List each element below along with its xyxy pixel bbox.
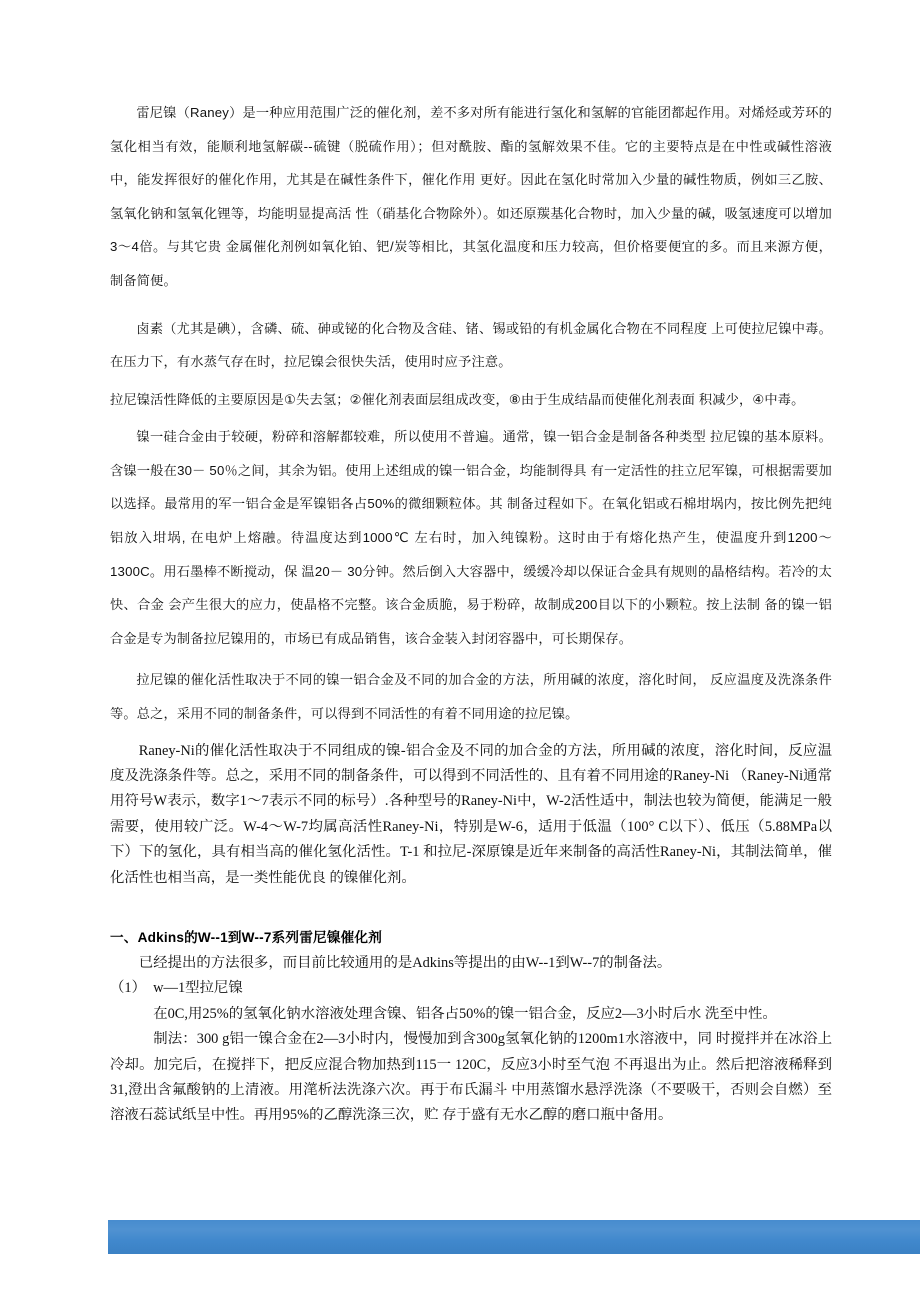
- spacer: [110, 298, 832, 312]
- paragraph-alloy-preparation: 镍一硅合金由于较硬，粉碎和溶解都较难，所以使用不普遍。通常，镍一铝合金是制备各种类型 拉尼镍的基本原料。含镍一般在30－ 50％之间，其余为铝。使用上述组成的镍一铝合金，均能制得具 有一定活性的拄立尼军镍，可根据需要加以选择。最常用的军一铝合金是军镍铝各占50%的微细颗粒体。其 制备过程如下。在氧化铝或石棉坩埚内，按比例先把纯铝放入坩埚, 在电炉上熔融。待温度达到1000℃ 左右时，加入纯镍粉。这时由于有熔化热产生，使温度升到1200～1300C。用石墨棒不断搅动，保 温20－ 30分钟。然后倒入大容器中，缓缓冷却以保证合金具有规则的晶格结构。若冷的太快、合金 会产生很大的应力，使晶格不完整。该合金质脆，易于粉碎，故制成200目以下的小颗粒。按上法制 备的镍一铝合金是专为制备拉尼镍用的，市场已有成品销售，该合金装入封闭容器中，可长期保存。: [110, 429, 832, 646]
- footer-bar-inner: [108, 1220, 920, 1254]
- section-heading-adkins: 一、Adkins的W--1到W--7系列雷尼镍催化剂: [110, 930, 382, 946]
- paragraph-deactivation: 拉尼镍活性降低的主要原因是①失去氢；②催化剂表面层组成改变，⑧由于生成结晶而使催化剂表面 积减少，④中毒。: [110, 391, 805, 407]
- activity-factors-block: [110, 663, 832, 730]
- spacer: [110, 379, 832, 387]
- alloy-preparation-block: [110, 420, 832, 655]
- spacer: [110, 731, 832, 739]
- spacer: [110, 655, 832, 663]
- adkins-intro-block: [110, 951, 832, 1129]
- poisoning-block: [110, 312, 832, 379]
- document-body: [110, 96, 832, 1129]
- paragraph-raney-ni-grades: Raney-Ni的催化活性取决于不同组成的镍-铝合金及不同的加合金的方法，所用碱的浓度，溶化时间，反应温度及洗涤条件等。总之，采用不同的制备条件，可以得到不同活性的、且有着不同用途的Raney-Ni （Raney-Ni通常用符号W表示，数字1～7表示不同的标号）.各种型号的Raney-Ni中，W-2活性适中，制法也较为简便，能满足一般需要，使用较广泛。W-4～W-7均属高活性Raney-Ni，特别是W-6，适用于低温（100° C以下）、低压（5.88MPa以下）下的氢化，具有相当高的催化氢化活性。T-1 和拉尼-深原镍是近年来制备的高活性Raney-Ni，其制法简单，催化活性也相当高，是一类性能优良 的镍催化剂。: [110, 742, 832, 886]
- intro-block: [110, 96, 832, 298]
- paragraph-poisoning: 卤素（尤其是碘），含磷、硫、砷或铋的化合物及含硅、锗、锡或铅的有机金属化合物在不同程度 上可使拉尼镍中毒。在压力下，有水蒸气存在时，拉尼镍会很快失活，使用时应予注意。: [110, 320, 832, 370]
- paragraph-intro-1: 雷尼镍（Raney）是一种应用范围广泛的催化剂，差不多对所有能进行氢化和氢解的官能团都起作用。对烯烃或芳环的氢化相当有效，能顺利地氢解碳--硫键（脱硫作用）；但对酰胺、酯的氢解效果不佳。它的主要特点是在中性或碱性溶液中，能发挥很好的催化作用，尤其是在碱性条件下，催化作用 更好。因此在氢化时常加入少量的碱性物质，例如三乙胺、氢氧化钠和氢氧化锂等，均能明显提高活 性（硝基化合物除外）。如还原羰基化合物时，加入少量的碱，吸氢速度可以增加3～4倍。与其它贵 金属催化剂例如氧化铂、钯/炭等相比，其氢化温度和压力较高，但价格要便宜的多。而且来源方便， 制备简便。: [110, 105, 832, 288]
- spacer: [110, 891, 832, 925]
- paragraph-w1-overview: 在0C,用25%的氢氧化钠水溶液处理含镍、铝各占50%的镍一铝合金，反应2—3小时后水 洗至中性。: [153, 1005, 777, 1022]
- footer-decorative-bar: [108, 1220, 920, 1254]
- paragraph-w1-procedure: 制法：300 g铝一镍合金在2—3小时内，慢慢加到含300g氢氧化钠的1200m1水溶液中，同 时搅拌并在冰浴上冷却。加完后，在搅拌下，把反应混合物加热到115一 120C，反应3小时至气泡 不再退出为止。然后把溶液稀释到31,澄出含氟酸钠的上清液。用滗析法洗涤六次。再于布氏漏斗 中用蒸馏水悬浮洗涤（不要吸干，否则会自燃）至溶液石蕊试纸呈中性。再用95%的乙醇洗涤三次，贮 存于盛有无水乙醇的磨口瓶中备用。: [110, 1031, 832, 1124]
- paragraph-activity-factors: 拉尼镍的催化活性取决于不同的镍一铝合金及不同的加合金的方法，所用碱的浓度，溶化时间， 反应温度及洗涤条件等。总之，采用不同的制备条件，可以得到不同活性的有着不同用途的拉尼镍。: [110, 672, 832, 721]
- paragraph-adkins-intro: 已经提出的方法很多，而目前比较通用的是Adkins等提出的由W--1到W--7的制备法。: [138, 955, 672, 972]
- subsection-label-w1: （1） w—1型拉尼镍: [110, 980, 243, 997]
- raney-ni-block: [110, 739, 832, 891]
- deactivation-block: [110, 387, 832, 413]
- spacer: [110, 412, 832, 420]
